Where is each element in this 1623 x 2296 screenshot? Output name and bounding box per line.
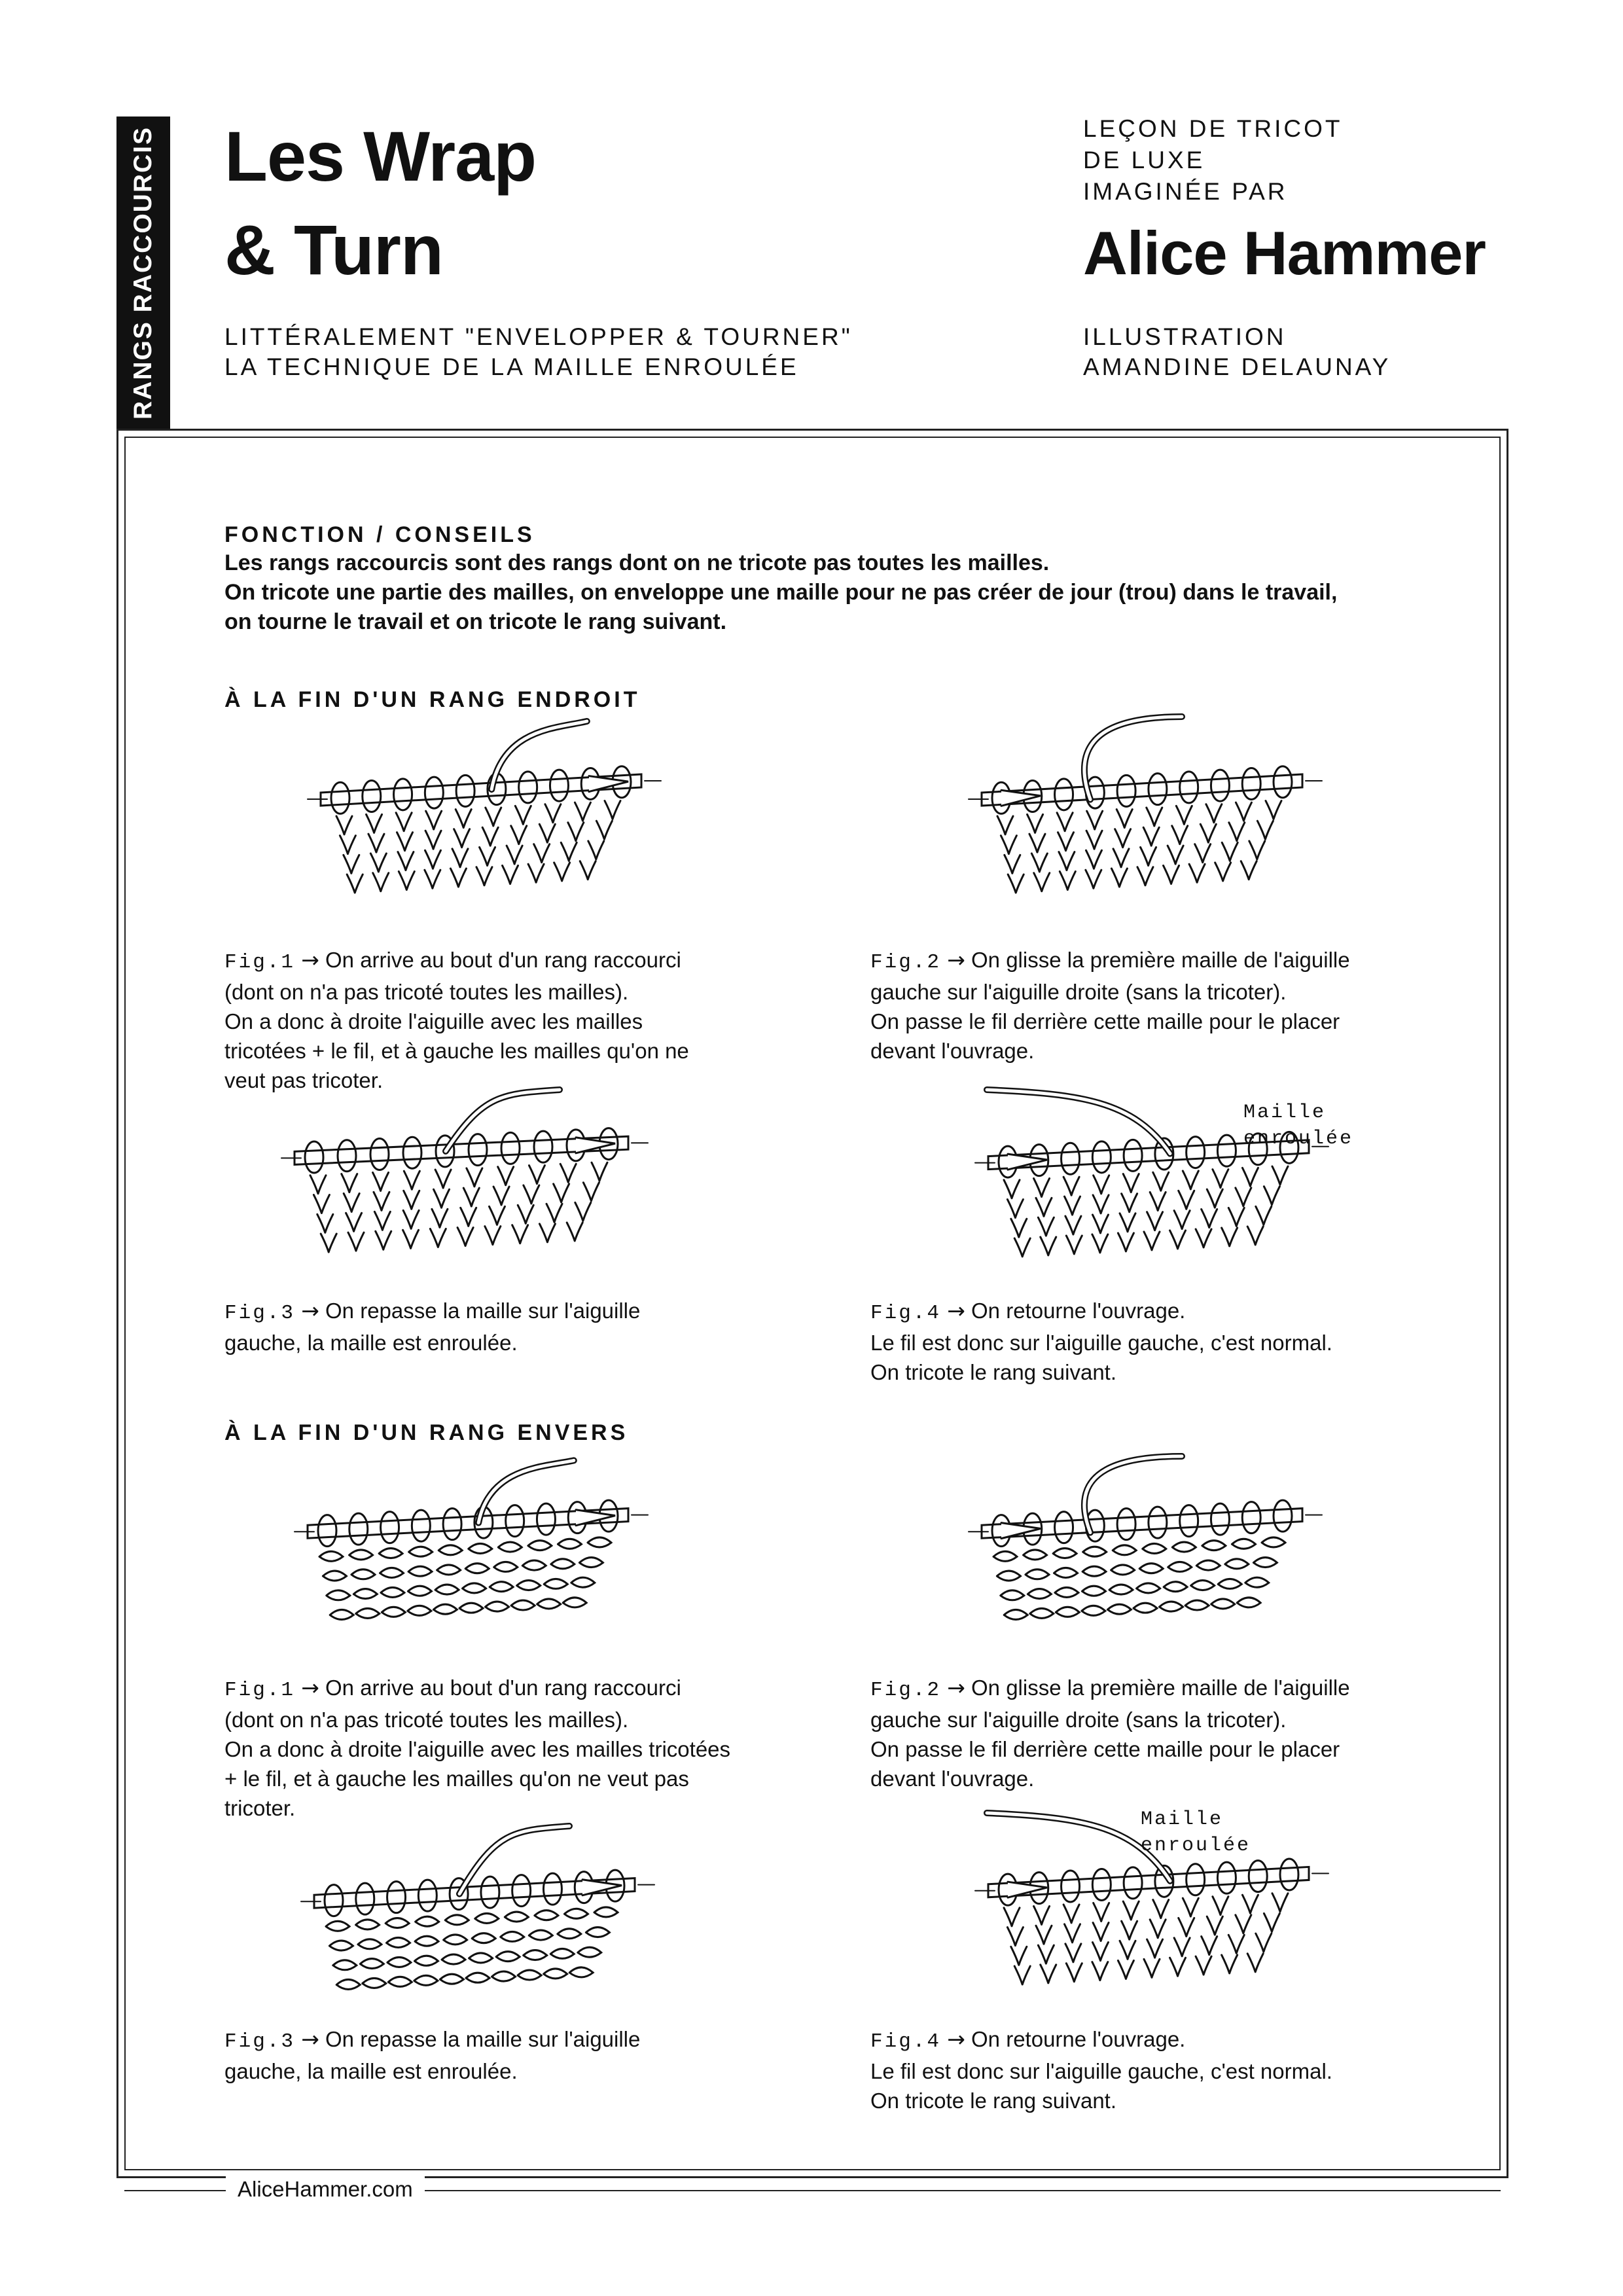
caption-line: On glisse la première maille de l'aiguille — [971, 948, 1350, 972]
caption-endroit-fig3 — [224, 1296, 787, 1357]
arrow-icon: → — [947, 1675, 965, 1700]
side-tab-label: RANGS RACCOURCIS — [129, 126, 157, 420]
caption-line: gauche, la maille est enroulée. — [224, 1331, 518, 1355]
side-tab — [116, 117, 170, 429]
fig-label: Fig.2 — [870, 951, 942, 974]
illustration-envers-fig3 — [294, 1826, 661, 2036]
caption-line: On passe le fil derrière cette maille pour le placer — [870, 1009, 1340, 1033]
arrow-icon: → — [301, 2026, 319, 2052]
caption-line: gauche, la maille est enroulée. — [224, 2059, 518, 2083]
fig-label: Fig.4 — [870, 2030, 942, 2053]
annotation-maille-enroulee: Maille enroulée — [1243, 1102, 1354, 1150]
subtitle-line2: LA TECHNIQUE DE LA MAILLE ENROULÉE — [224, 353, 799, 380]
caption-envers-fig2 — [870, 1673, 1433, 1793]
arrow-icon: → — [301, 1675, 319, 1700]
caption-endroit-fig1 — [224, 945, 787, 1095]
caption-line: veut pas tricoter. — [224, 1068, 383, 1092]
caption-line: (dont on n'a pas tricoté toutes les mailles). — [224, 1708, 629, 1732]
page-title-line1: Les Wrap — [224, 117, 537, 196]
caption-line: On tricote le rang suivant. — [870, 2089, 1117, 2113]
caption-line: tricotées + le fil, et à gauche les mailles qu'on ne — [224, 1039, 689, 1063]
intro-line1: Les rangs raccourcis sont des rangs dont on ne tricote pas toutes les mailles. — [224, 550, 1050, 575]
illustration-endroit-fig3 — [275, 1090, 654, 1280]
caption-line: On glisse la première maille de l'aiguille — [971, 1676, 1350, 1700]
arrow-icon: → — [301, 947, 319, 973]
lesson-line1: LEÇON DE TRICOT — [1083, 115, 1343, 142]
caption-line: + le fil, et à gauche les mailles qu'on ne veut pas — [224, 1767, 689, 1791]
page-title-line2: & Turn — [224, 210, 443, 289]
fig-label: Fig.1 — [224, 951, 296, 974]
illustration-label: ILLUSTRATION — [1083, 323, 1287, 350]
caption-line: Le fil est donc sur l'aiguille gauche, c'est normal. — [870, 2059, 1332, 2083]
caption-line: On arrive au bout d'un rang raccourci — [325, 1676, 681, 1700]
caption-line: gauche sur l'aiguille droite (sans la tricoter). — [870, 1708, 1287, 1732]
caption-line: On repasse la maille sur l'aiguille — [325, 1299, 641, 1323]
caption-line: Le fil est donc sur l'aiguille gauche, c'est normal. — [870, 1331, 1332, 1355]
fig-label: Fig.3 — [224, 2030, 296, 2053]
intro-line3: on tourne le travail et on tricote le rang suivant. — [224, 609, 727, 634]
caption-line: On retourne l'ouvrage. — [971, 2027, 1186, 2051]
caption-line: On a donc à droite l'aiguille avec les mailles — [224, 1009, 643, 1033]
intro-line2: On tricote une partie des mailles, on enveloppe une maille pour ne pas créer de jour (trou) dans le travail, — [224, 580, 1338, 605]
annotation-maille-enroulee: Maille enroulée — [1141, 1808, 1251, 1857]
arrow-icon: → — [947, 1298, 965, 1323]
caption-envers-fig1 — [224, 1673, 787, 1823]
caption-envers-fig4 — [870, 2024, 1433, 2115]
caption-line: On a donc à droite l'aiguille avec les mailles tricotées — [224, 1737, 731, 1761]
illustration-envers-fig2 — [962, 1456, 1329, 1666]
caption-line: devant l'ouvrage. — [870, 1767, 1035, 1791]
arrow-icon: → — [947, 947, 965, 973]
illustration-envers-fig1 — [288, 1456, 654, 1666]
author-name: Alice Hammer — [1083, 219, 1486, 287]
illustrator-name: AMANDINE DELAUNAY — [1083, 353, 1391, 380]
caption-line: On arrive au bout d'un rang raccourci — [325, 948, 681, 972]
caption-endroit-fig2 — [870, 945, 1433, 1066]
section-heading-endroit: À LA FIN D'UN RANG ENDROIT — [224, 687, 641, 712]
illustration-endroit-fig2 — [962, 717, 1329, 946]
fig-label: Fig.4 — [870, 1302, 942, 1325]
caption-line: tricoter. — [224, 1796, 296, 1820]
caption-line: On passe le fil derrière cette maille pour le placer — [870, 1737, 1340, 1761]
caption-endroit-fig4 — [870, 1296, 1433, 1387]
fig-label: Fig.3 — [224, 1302, 296, 1325]
fig-label: Fig.1 — [224, 1679, 296, 1702]
intro-heading: FONCTION / CONSEILS — [224, 522, 535, 547]
section-heading-envers: À LA FIN D'UN RANG ENVERS — [224, 1420, 629, 1445]
illustration-endroit-fig1 — [301, 717, 668, 946]
fig-label: Fig.2 — [870, 1679, 942, 1702]
lesson-line3: IMAGINÉE PAR — [1083, 178, 1288, 205]
arrow-icon: → — [947, 2026, 965, 2052]
arrow-icon: → — [301, 1298, 319, 1323]
caption-envers-fig3 — [224, 2024, 787, 2086]
caption-line: On repasse la maille sur l'aiguille — [325, 2027, 641, 2051]
caption-line: devant l'ouvrage. — [870, 1039, 1035, 1063]
caption-line: (dont on n'a pas tricoté toutes les mailles). — [224, 980, 629, 1004]
subtitle-line1: LITTÉRALEMENT "ENVELOPPER & TOURNER" — [224, 323, 853, 350]
lesson-line2: DE LUXE — [1083, 147, 1205, 173]
footer-website[interactable]: AliceHammer.com — [226, 2173, 425, 2206]
caption-line: On tricote le rang suivant. — [870, 1360, 1117, 1384]
caption-line: On retourne l'ouvrage. — [971, 1299, 1186, 1323]
caption-line: gauche sur l'aiguille droite (sans la tricoter). — [870, 980, 1287, 1004]
